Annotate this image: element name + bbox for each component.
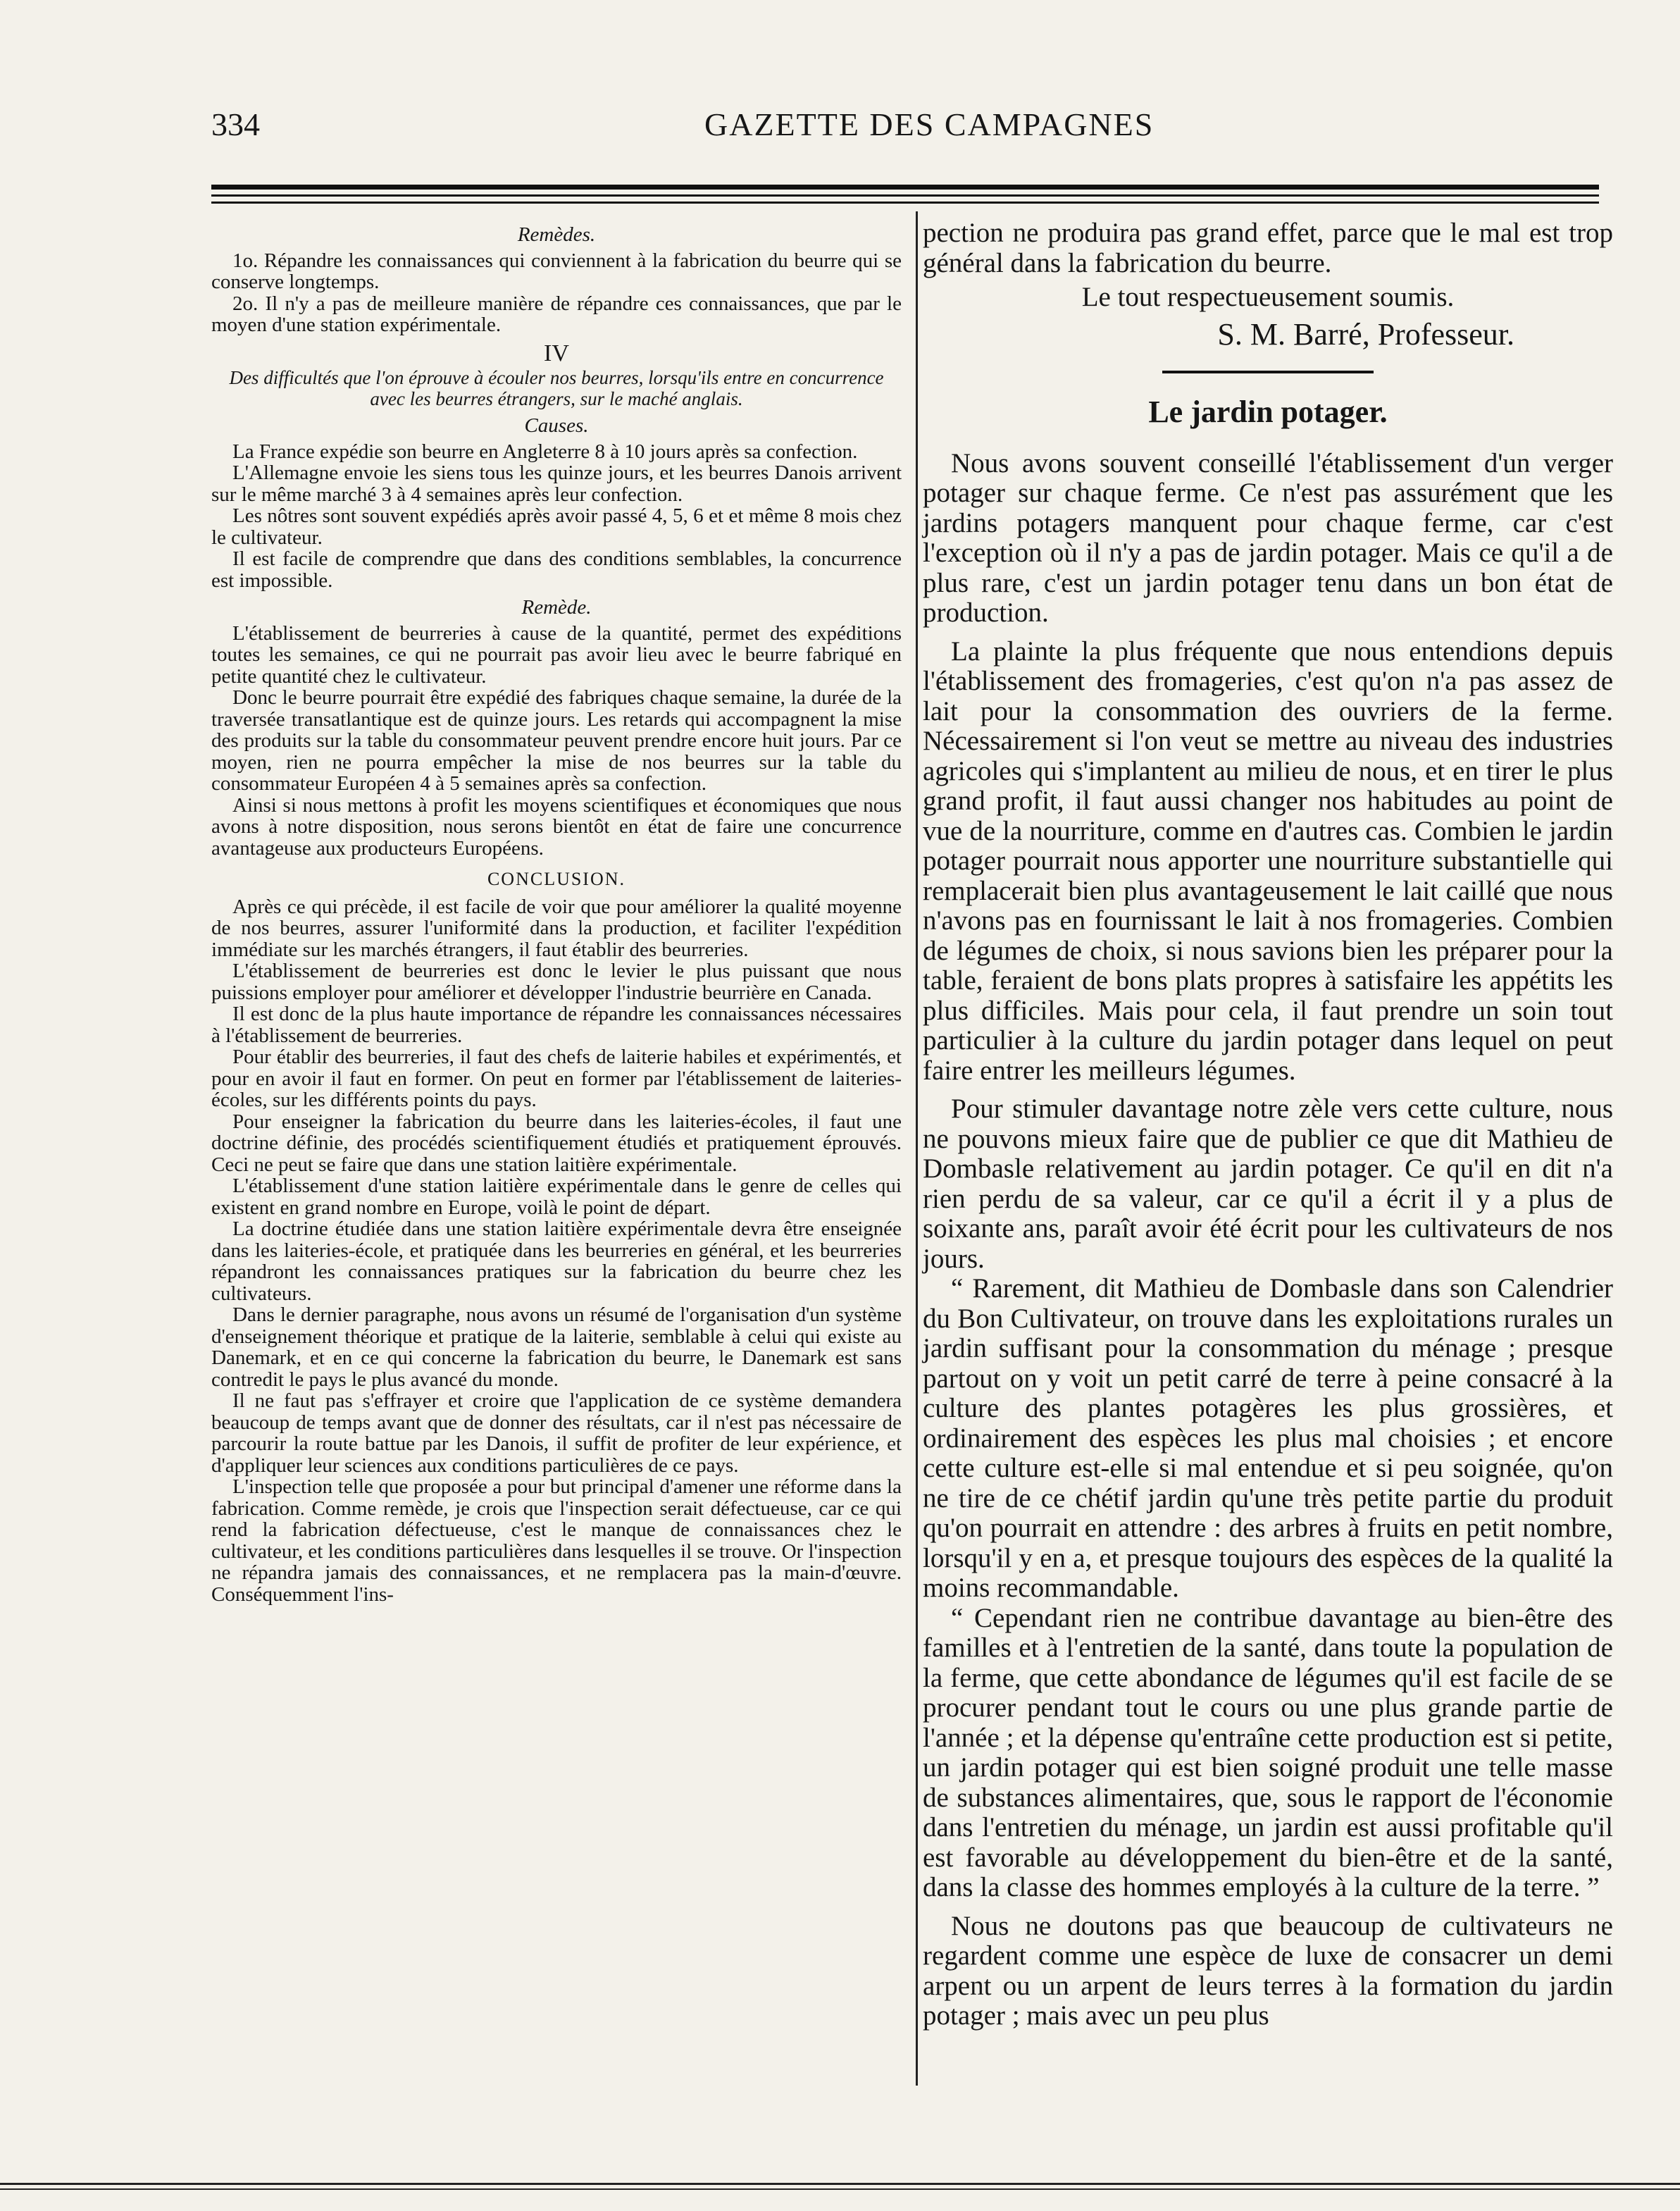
signature: S. M. Barré, Professeur. (1217, 316, 1514, 352)
closing-line: Le tout respectueusement soumis. (1081, 282, 1455, 312)
paragraph: Il ne faut pas s'effrayer et croire que l'application de ce système demandera beaucoup de temps avant que de donner des résultats, car il n'est pas nécessaire de parcourir la route battue par les Danois, il suffit de profiter de leur expérience, et d'appliquer leur sciences aux conditions particulières de ce pays. (211, 1389, 902, 1477)
header-rule-thin-2 (211, 202, 1599, 204)
paragraph: Pour enseigner la fabrication du beurre dans les laiteries-écoles, il faut une doctrine définie, des procédés scientifiquement étudiés et pratiquement éprouvés. Ceci ne peut se faire que dans une station laitière expérimentale. (211, 1110, 902, 1176)
paragraph: Ainsi si nous mettons à profit les moyens scientifiques et économiques que nous avons à notre disposition, nous serons bientôt en état de faire une concurrence avantageuse aux producteurs Européens. (211, 793, 902, 860)
article-separator (1162, 371, 1374, 373)
paragraph: “ Cependant rien ne contribue davantage au bien-être des familles et à l'entretien de la santé, dans toute la population de la ferme, que cette abondance de légumes qu'il est facile de se procurer pendant tout le cours ou une plus grande partie de l'année ; et la dépense qu'entraîne cette production est si petite, un jardin potager qui est bien soigné produit une telle masse de substances alimentaires, que, sous le rapport de l'économie dans l'entretien du ménage, un jardin est aussi profitable qu'il est favorable au développement du bien-être et de la santé, dans la classe des hommes employés à la culture de la terre. ” (923, 1602, 1613, 1902)
header-rule-thin (211, 194, 1599, 197)
paragraph: Les nôtres sont souvent expédiés après avoir passé 4, 5, 6 et et même 8 mois chez le cultivateur. (211, 504, 902, 549)
remede-heading: Remède. (521, 596, 592, 619)
conclusion-heading: CONCLUSION. (487, 869, 626, 889)
header-rule-thick (211, 185, 1599, 190)
section-heading-iv: IV (544, 340, 569, 366)
paragraph: Pour établir des beurreries, il faut des chefs de laiterie habiles et expérimentés, et pour en avoir il faut en former. On peut en former par l'établissement de laiteries-écoles, sur les différents points du pays. (211, 1046, 902, 1111)
paragraph: Il est donc de la plus haute importance de répandre les connaissances nécessaires à l'établissement de beurreries. (211, 1003, 902, 1047)
section-subtitle: Des difficultés que l'on éprouve à écouler nos beurres, lorsqu'ils entre en concurrence avec les beurres étrangers, sur le maché anglais. (229, 367, 884, 409)
footer-rule-2 (0, 2188, 1680, 2190)
paragraph: Nous ne doutons pas que beaucoup de cultivateurs ne regardent comme une espèce de luxe de consacrer un demi arpent ou un arpent de leurs terres à la formation du jardin potager ; mais avec un peu plus (923, 1910, 1613, 2031)
paragraph: L'établissement de beurreries à cause de la quantité, permet des expéditions toutes les semaines, ce qui ne pourrait pas avoir lieu avec le beurre fabriqué en petite quantité chez le cultivateur. (211, 621, 902, 688)
page-number: 334 (211, 106, 260, 142)
causes-heading: Causes. (524, 414, 589, 437)
paragraph: La doctrine étudiée dans une station laitière expérimentale devra être enseignée dans les laiteries-école, et pratiquée dans les beurreries en général, et les beurreries répandront les connaissances pratiques sur la fabrication du beurre chez les cultivateurs. (211, 1218, 902, 1305)
article-title: Le jardin potager. (1148, 395, 1388, 429)
paragraph: 2o. Il n'y a pas de meilleure manière de répandre ces connaissances, que par le moyen d'une station expérimentale. (211, 292, 902, 336)
paragraph: Dans le dernier paragraphe, nous avons un résumé de l'organisation d'un système d'enseignement théorique et pratique de la laiterie, semblable à celui qui existe au Danemark, et en ce qui concerne la fabrication du beurre, le Danemark est sans contredit le pays le plus avancé du monde. (211, 1303, 902, 1391)
paragraph: 1o. Répandre les connaissances qui conviennent à la fabrication du beurre qui se conserve longtemps. (211, 249, 902, 293)
paragraph: Il est facile de comprendre que dans des conditions semblables, la concurrence est impossible. (211, 547, 902, 592)
paragraph: L'établissement d'une station laitière expérimentale dans le genre de celles qui existent en grand nombre en Europe, voilà le point de départ. (211, 1175, 902, 1219)
paragraph: La plainte la plus fréquente que nous entendions depuis l'établissement des fromageries, c'est qu'on n'a pas assez de lait pour la consommation des ouvriers de la ferme. Nécessairement si l'on veut se mettre au niveau des industries agricoles qui s'implantent au milieu de nous, et en tirer le plus grand profit, il faut aussi changer nos habitudes au point de vue de la nourriture, comme en d'autres cas. Combien le jardin potager pourrait nous apporter une nourriture substantielle qui remplacerait bien plus avantageusement le lait caillé que nous n'avons pas en fournissant le lait à nos fromageries. Combien de légumes de choix, si nous savions bien les préparer pour la table, feraient de bons plats propres à satisfaire les appétits les plus difficiles. Mais pour cela, il faut prendre un soin tout particulier à la culture du jardin potager dans lequel on peut faire entrer les meilleurs légumes. (923, 636, 1613, 1086)
remedes-heading: Remèdes. (517, 223, 596, 246)
paragraph: “ Rarement, dit Mathieu de Dombasle dans son Calendrier du Bon Cultivateur, on trouve dans les exploitations rurales un jardin suffisant pour la consommation du ménage ; presque partout on y voit un petit carré de terre à peine consacré à la culture des plantes potagères les plus grossières, et ordinairement des espèces les plus mal choisies ; et encore cette culture est-elle si mal entendue et si peu soignée, qu'on ne tire de ce chétif jardin qu'une très petite partie du produit qu'on pourrait en attendre : des arbres à fruits en petit nombre, lorsqu'il y en a, et presque toujours des espèces de la qualité la moins recommandable. (923, 1273, 1613, 1603)
paragraph: Nous avons souvent conseillé l'établissement d'un verger potager sur chaque ferme. Ce n'est pas assurément que les jardins potagers manquent pour chaque ferme, car c'est l'exception où il n'y a pas de jardin potager. Mais ce qu'il a de plus rare, c'est un jardin potager tenu dans un bon état de production. (923, 447, 1613, 628)
paragraph: Pour stimuler davantage notre zèle vers cette culture, nous ne pouvons mieux faire que de publier ce que dit Mathieu de Dombasle relativement au jardin potager. Ce qu'il en dit n'a rien perdu de sa valeur, car ce qu'il a écrit il y a plus de soixante ans, paraît avoir été écrit pour les cultivateurs de nos jours. (923, 1094, 1613, 1274)
paragraph: Après ce qui précède, il est facile de voir que pour améliorer la qualité moyenne de nos beurres, assurer l'uniformité dans la production, et faciliter l'expédition immédiate sur les marchés étrangers, il faut établir des beurreries. (211, 895, 902, 961)
footer-rule (0, 2183, 1680, 2185)
column-divider (916, 211, 918, 2086)
right-column (923, 218, 1613, 2031)
paragraph: L'Allemagne envoie les siens tous les quinze jours, et les beurres Danois arrivent sur le même marché 3 à 4 semaines après leur confection. (211, 462, 902, 506)
paragraph: L'inspection telle que proposée a pour but principal d'amener une réforme dans la fabrication. Comme remède, je crois que l'inspection serait défectueuse, car ce qui rend la fabrication défectueuse, c'est le manque de connaissances chez le cultivateur, et les conditions particulières dans lesquelles il se trouve. Or l'inspection ne répandra jamais des connaissances, et ne remplacera pas la main-d'œuvre. Conséquemment l'ins- (211, 1475, 902, 1606)
masthead-title: GAZETTE DES CAMPAGNES (704, 106, 1155, 142)
left-column (211, 218, 902, 1605)
paragraph: La France expédie son beurre en Angleterre 8 à 10 jours après sa confection. (232, 440, 858, 463)
paragraph: Donc le beurre pourrait être expédié des fabriques chaque semaine, la durée de la traversée transatlantique est de quinze jours. Les retards qui accompagnent la mise des produits sur la table du consommateur peuvent prendre encore huit jours. Par ce moyen, rien ne pourra empêcher la mise de nos beurres sur la table du consommateur Européen 4 à 5 semaines après sa confection. (211, 686, 902, 795)
paragraph: L'établissement de beurreries est donc le levier le plus puissant que nous puissions employer pour améliorer et développer l'industrie beurrière en Canada. (211, 960, 902, 1004)
paragraph-continuation: pection ne produira pas grand effet, parce que le mal est trop général dans la fabrication du beurre. (923, 218, 1613, 278)
